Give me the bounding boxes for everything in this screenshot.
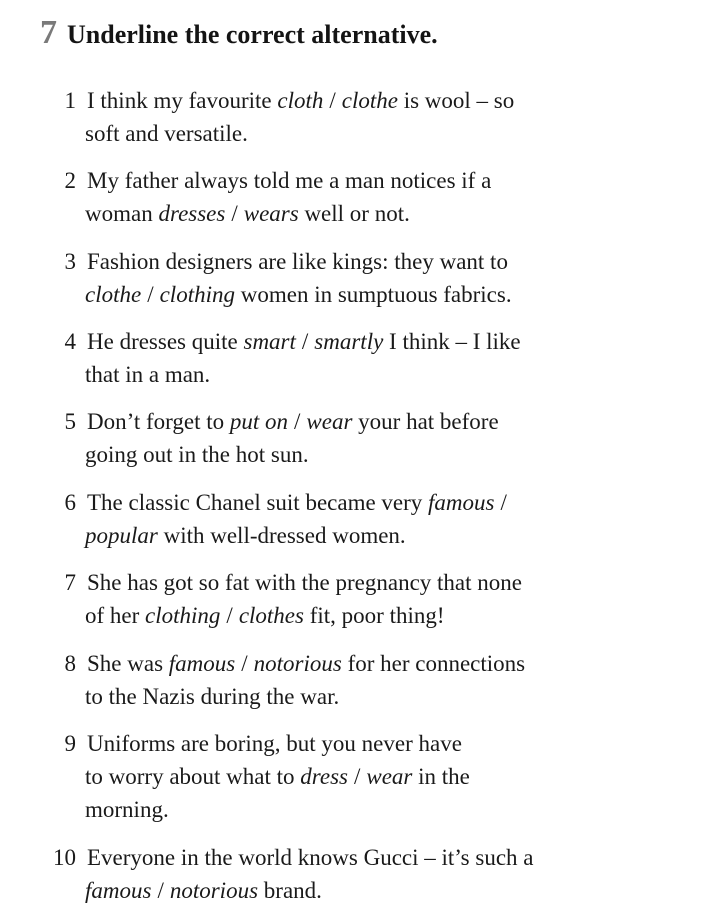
item-number: 8 <box>64 651 76 676</box>
option-b[interactable]: smartly <box>314 329 384 354</box>
item-text: is wool – so <box>397 88 515 113</box>
option-a[interactable]: cloth <box>277 88 324 113</box>
option-a[interactable]: dress <box>300 764 348 789</box>
item-text: women in sumptuous fabrics. <box>234 282 512 307</box>
exercise-header <box>40 14 438 52</box>
option-b[interactable]: wears <box>243 201 299 226</box>
option-b[interactable]: clothing <box>159 282 235 307</box>
item-number: 5 <box>64 409 76 434</box>
option-b[interactable]: wear <box>366 764 413 789</box>
item-text: in the <box>412 764 470 789</box>
option-a[interactable]: famous <box>428 490 495 515</box>
item-number: 7 <box>64 570 76 595</box>
exercise-number: 7 <box>40 14 57 51</box>
item-text: that in a man. <box>85 362 211 387</box>
item-text: The classic Chanel suit became very <box>87 490 429 515</box>
option-a[interactable]: put on <box>229 409 289 434</box>
item-text: to the Nazis during the war. <box>85 684 340 709</box>
item-text: She has got so fat with the pregnancy that none <box>87 570 522 595</box>
item-text: My father always told me a man notices if a <box>87 168 492 193</box>
item-text: fit, poor thing! <box>303 603 445 628</box>
option-b[interactable]: notorious <box>169 878 259 903</box>
item-text: She was <box>87 651 169 676</box>
item-text: soft and versatile. <box>85 121 248 146</box>
option-a[interactable]: smart <box>243 329 296 354</box>
item-text: I think my favourite <box>87 88 278 113</box>
option-b[interactable]: notorious <box>253 651 342 676</box>
exercise-title: Underline the correct alternative. <box>67 20 438 49</box>
item-text: morning. <box>85 797 169 822</box>
item-text: brand. <box>258 878 322 903</box>
item-text: He dresses quite <box>87 329 244 354</box>
item-number: 2 <box>64 168 76 193</box>
item-number: 1 <box>64 88 76 113</box>
option-a[interactable]: dresses <box>158 201 226 226</box>
item-number: 10 <box>53 845 76 870</box>
item-text: woman <box>85 201 159 226</box>
item-text: Don’t forget to <box>87 409 230 434</box>
item-text: Fashion designers are like kings: they want to <box>87 249 508 274</box>
item-number: 6 <box>64 490 76 515</box>
option-a[interactable]: clothing <box>145 603 221 628</box>
item-text: with well-dressed women. <box>157 523 406 548</box>
item-text: well or not. <box>298 201 410 226</box>
item-text: Everyone in the world knows Gucci – it’s such a <box>87 845 534 870</box>
option-b[interactable]: wear <box>306 409 353 434</box>
option-a[interactable]: famous <box>85 878 152 903</box>
item-number: 3 <box>64 249 76 274</box>
option-a[interactable]: famous <box>168 651 236 676</box>
item-number: 9 <box>64 731 76 756</box>
item-text: your hat before <box>352 409 499 434</box>
item-text: I think – I like <box>383 329 521 354</box>
item-text: to worry about what to <box>85 764 301 789</box>
item-text: going out in the hot sun. <box>85 442 309 467</box>
item-text: Uniforms are boring, but you never have <box>87 731 462 756</box>
option-a[interactable]: clothe <box>85 282 142 307</box>
item-text: for her connections <box>341 651 526 676</box>
item-number: 4 <box>64 329 76 354</box>
option-b[interactable]: popular <box>85 523 158 548</box>
item-text: of her <box>85 603 146 628</box>
option-b[interactable]: clothe <box>341 88 398 113</box>
option-b[interactable]: clothes <box>238 603 304 628</box>
